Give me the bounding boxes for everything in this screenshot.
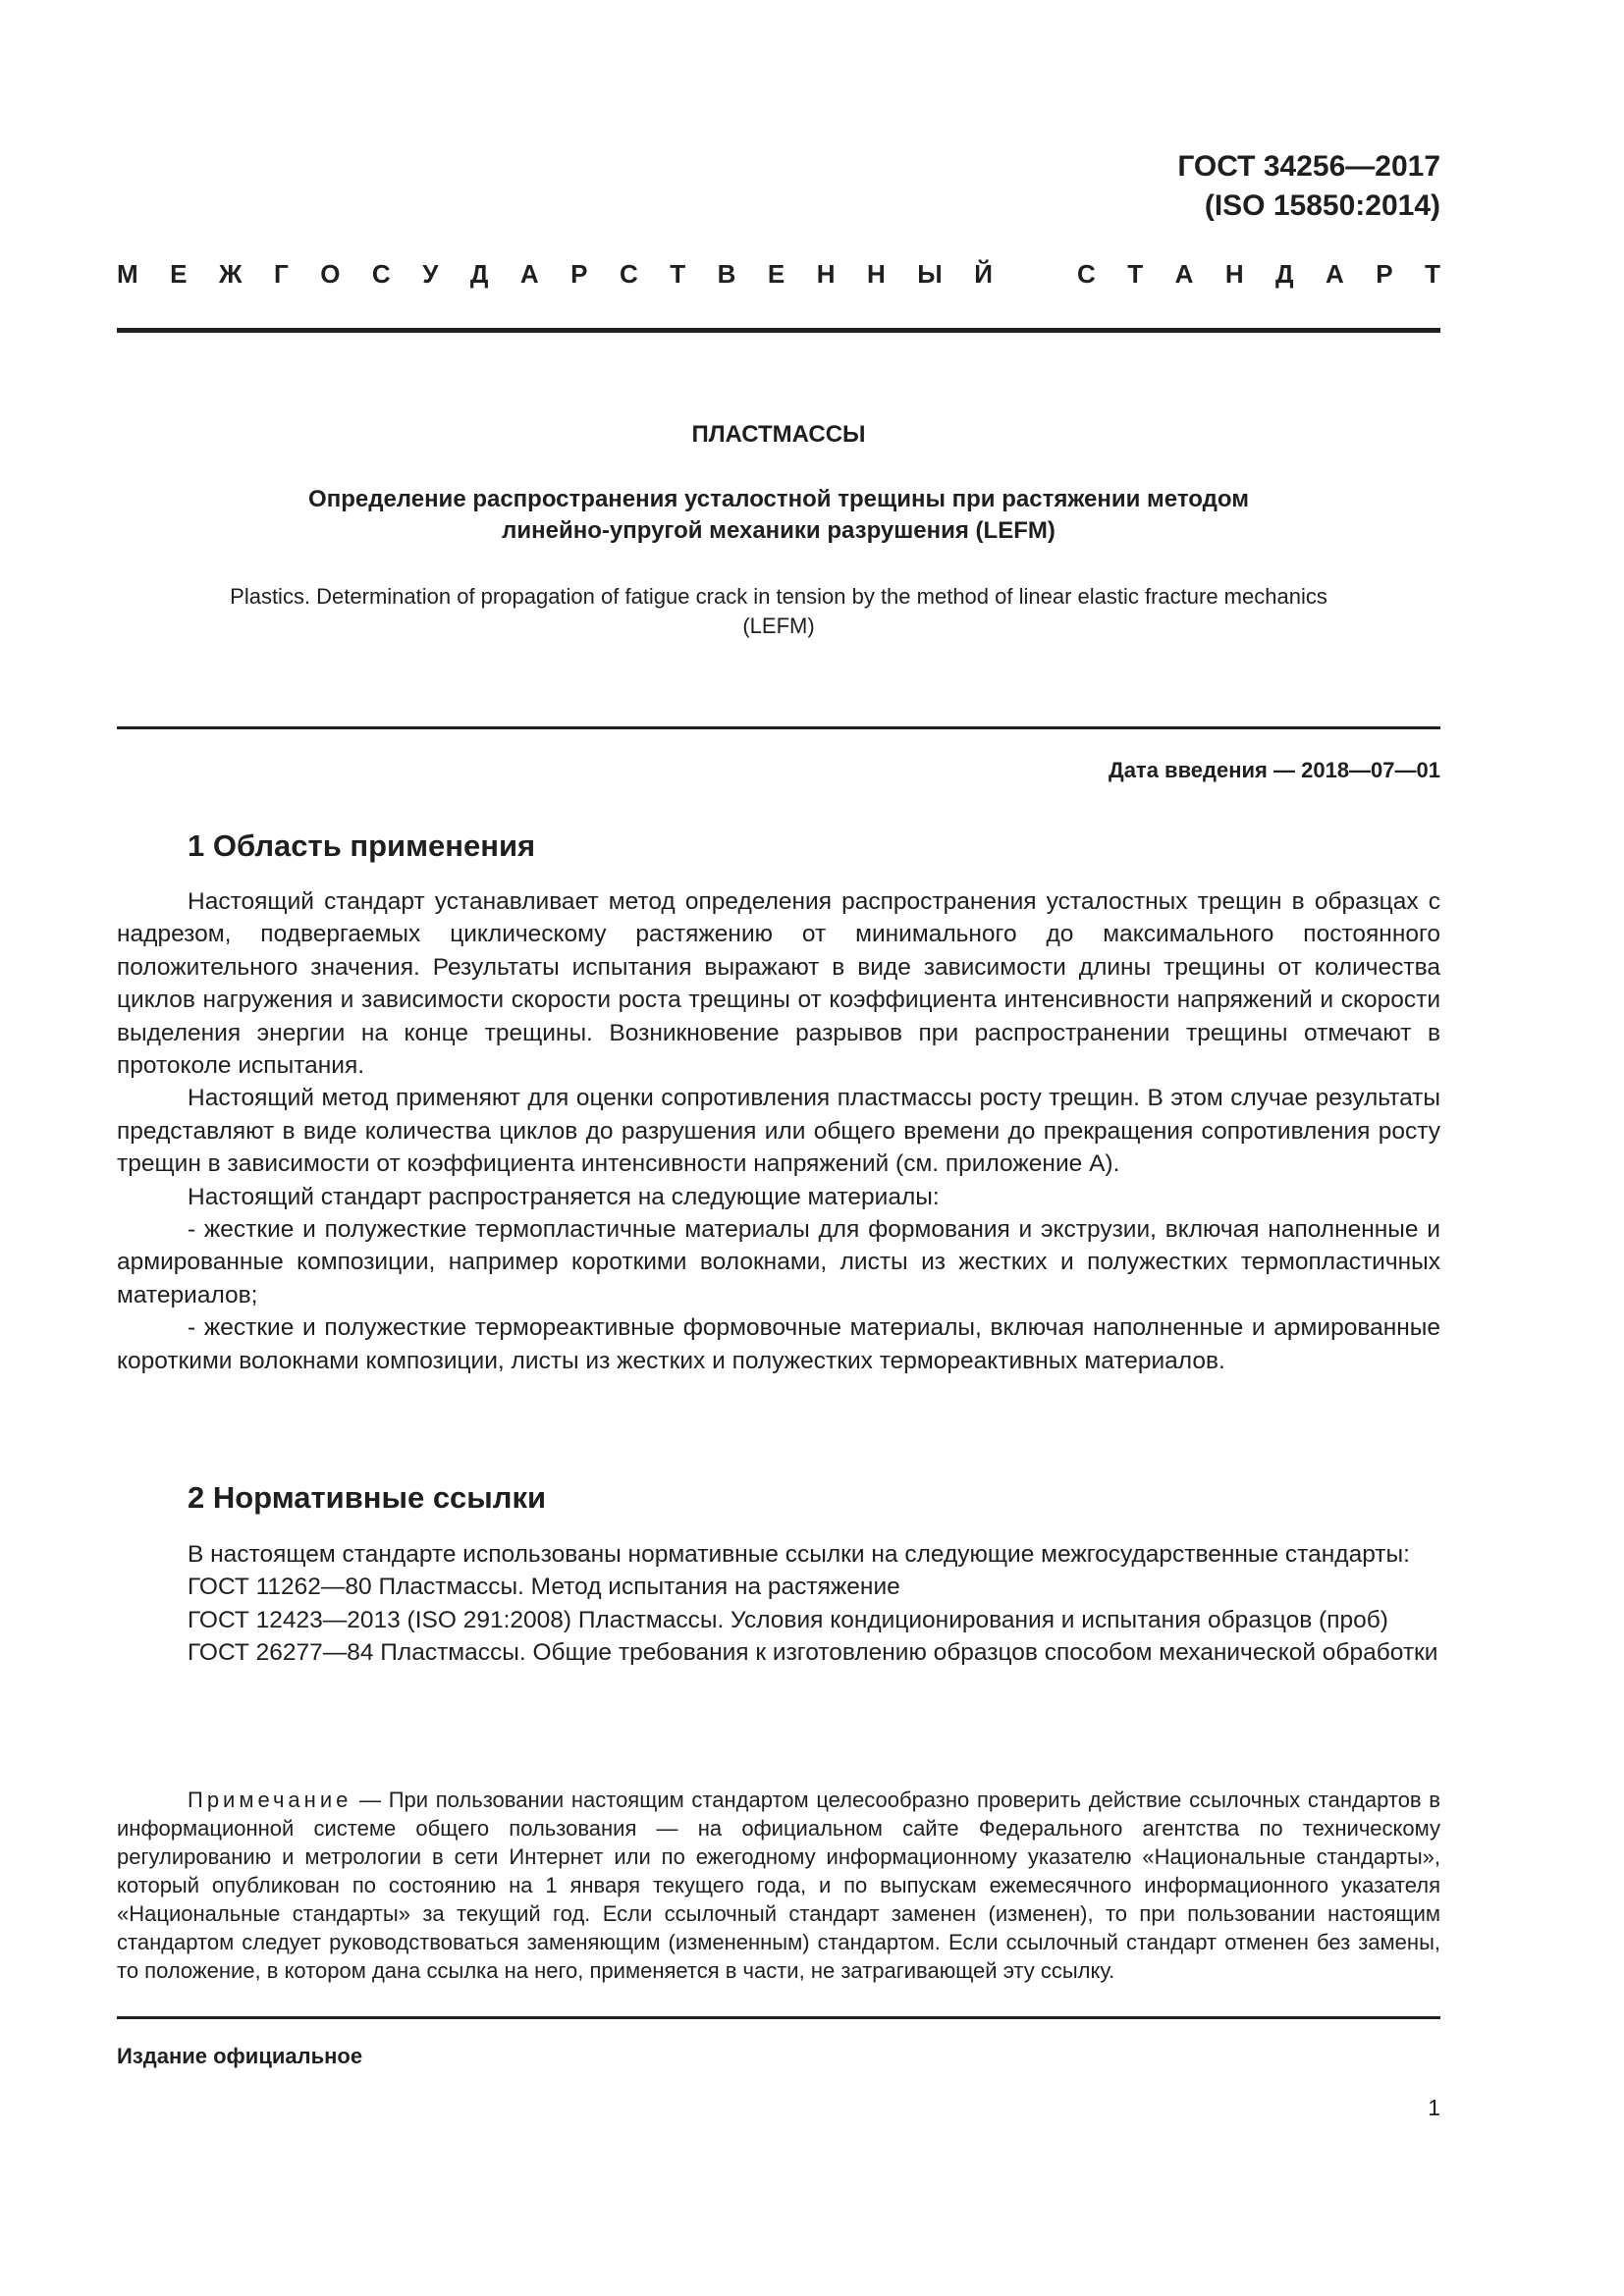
letter: Д	[1275, 259, 1294, 289]
footer-divider	[117, 2016, 1440, 2019]
document-subtitle	[117, 484, 1440, 547]
reference-item: ГОСТ 12423—2013 (ISO 291:2008) Пластмассы. Условия кондиционирования и испытания образцов (проб)	[188, 1606, 1388, 1633]
letter: Т	[670, 259, 686, 289]
title-divider	[117, 726, 1440, 729]
letter: С	[619, 259, 638, 289]
section-1-body	[117, 885, 1440, 1377]
letter: Ж	[218, 259, 243, 289]
letter: М	[117, 259, 138, 289]
edition-label: Издание официальное	[117, 2044, 363, 2068]
letter: Ы	[917, 259, 943, 289]
subtitle-line: Определение распространения усталостной трещины при растяжении методом	[308, 486, 1249, 512]
page-number: 1	[1428, 2095, 1440, 2120]
reference-item: ГОСТ 26277—84 Пластмассы. Общие требования к изготовлению образцов способом механической обработки	[188, 1639, 1438, 1667]
doc-number: ГОСТ 34256—2017	[1177, 150, 1440, 183]
letter: В	[717, 259, 736, 289]
standard-type-word-1	[117, 257, 993, 291]
note-text: — При пользовании настоящим стандартом целесообразно проверить действие ссылочных стандартов в информационной системе общего пользования — на официальном сайте Федерального агентства по техническому регулированию и метрологии в сети Интернет или по ежегодному информационному указателю «Национальные стандарты», который опубликован по состоянию на 1 января текущего года, и по выпускам ежемесячного информационного указателя «Национальные стандарты» за текущий год. Если ссылочный стандарт заменен (изменен), то при пользовании настоящим стандартом следует руководствоваться заменяющим (измененным) стандартом. Если ссылочный стандарт отменен без замены, то положение, в котором дана ссылка на него, применяется в части, не затрагивающей эту ссылку.	[117, 1788, 1440, 1983]
paragraph: Настоящий стандарт распространяется на следующие материалы:	[188, 1183, 940, 1210]
letter: Е	[170, 259, 188, 289]
section-1-heading: 1 Область применения	[188, 828, 536, 863]
letter: А	[519, 259, 539, 289]
paragraph: Настоящий стандарт устанавливает метод определения распространения усталостных трещин в образцах с надрезом, подвергаемых циклическому растяжению от минимального до максимального постоянного положительного значения. Результаты испытания выражают в виде зависимости длины трещины от количества циклов нагружения и зависимости скорости роста трещины от коэффициента интенсивности напряжений и скорости выделения энергии на конце трещины. Возникновение разрывов при распространении трещины отмечают в протоколе испытания.	[117, 888, 1440, 1080]
letter: Т	[1127, 259, 1144, 289]
list-item: - жесткие и полужесткие термопластичные материалы для формования и экструзии, включая наполненные и армированные композиции, например короткими волокнами, листы из жестких и полужестких термопластичных материалов;	[117, 1216, 1440, 1308]
english-title	[117, 582, 1440, 641]
letter: Д	[469, 259, 489, 289]
header-divider	[117, 328, 1440, 333]
note-label: Примечание	[188, 1788, 352, 1812]
iso-number: (ISO 15850:2014)	[1204, 189, 1440, 222]
letter: С	[1077, 259, 1096, 289]
document-title: ПЛАСТМАССЫ	[691, 421, 866, 448]
paragraph: Настоящий метод применяют для оценки сопротивления пластмассы росту трещин. В этом случае результаты представляют в виде количества циклов до разрушения или общего времени до прекращения сопротивления росту трещин в зависимости от коэффициента интенсивности напряжений (см. приложение А).	[117, 1085, 1440, 1178]
letter: У	[422, 259, 439, 289]
letter: Н	[866, 259, 886, 289]
list-item: - жесткие и полужесткие термореактивные формовочные материалы, включая наполненные и армированные короткими волокнами композиции, листы из жестких и полужестких термореактивных материалов.	[117, 1314, 1440, 1374]
note-paragraph	[117, 1786, 1440, 1985]
letter: Р	[570, 259, 588, 289]
letter: Й	[974, 259, 993, 289]
letter: Г	[273, 259, 289, 289]
letter: Т	[1425, 259, 1440, 289]
letter: Р	[1376, 259, 1393, 289]
note-block	[117, 1786, 1440, 1985]
section-2-heading: 2 Нормативные ссылки	[188, 1480, 547, 1515]
document-page	[117, 0, 1440, 2296]
introduction-date: Дата введения — 2018—07—01	[1109, 758, 1440, 782]
letter: С	[371, 259, 391, 289]
letter: А	[1326, 259, 1344, 289]
reference-item: ГОСТ 11262—80 Пластмассы. Метод испытания на растяжение	[188, 1574, 900, 1601]
letter: Н	[1224, 259, 1244, 289]
letter: Н	[816, 259, 836, 289]
english-title-line: (LEFM)	[742, 614, 815, 638]
letter: О	[320, 259, 341, 289]
letter: А	[1174, 259, 1194, 289]
section-2-body	[117, 1538, 1440, 1670]
subtitle-line: линейно-упругой механики разрушения (LEFM)	[502, 517, 1056, 544]
english-title-line: Plastics. Determination of propagation of fatigue crack in tension by the method of linear elastic fracture mechanics	[230, 584, 1327, 609]
standard-type-banner	[117, 257, 1440, 291]
letter: Е	[767, 259, 785, 289]
standard-type-word-2	[1077, 257, 1440, 291]
document-identifier	[1177, 147, 1440, 226]
paragraph: В настоящем стандарте использованы нормативные ссылки на следующие межгосударственные стандарты:	[188, 1541, 1410, 1568]
